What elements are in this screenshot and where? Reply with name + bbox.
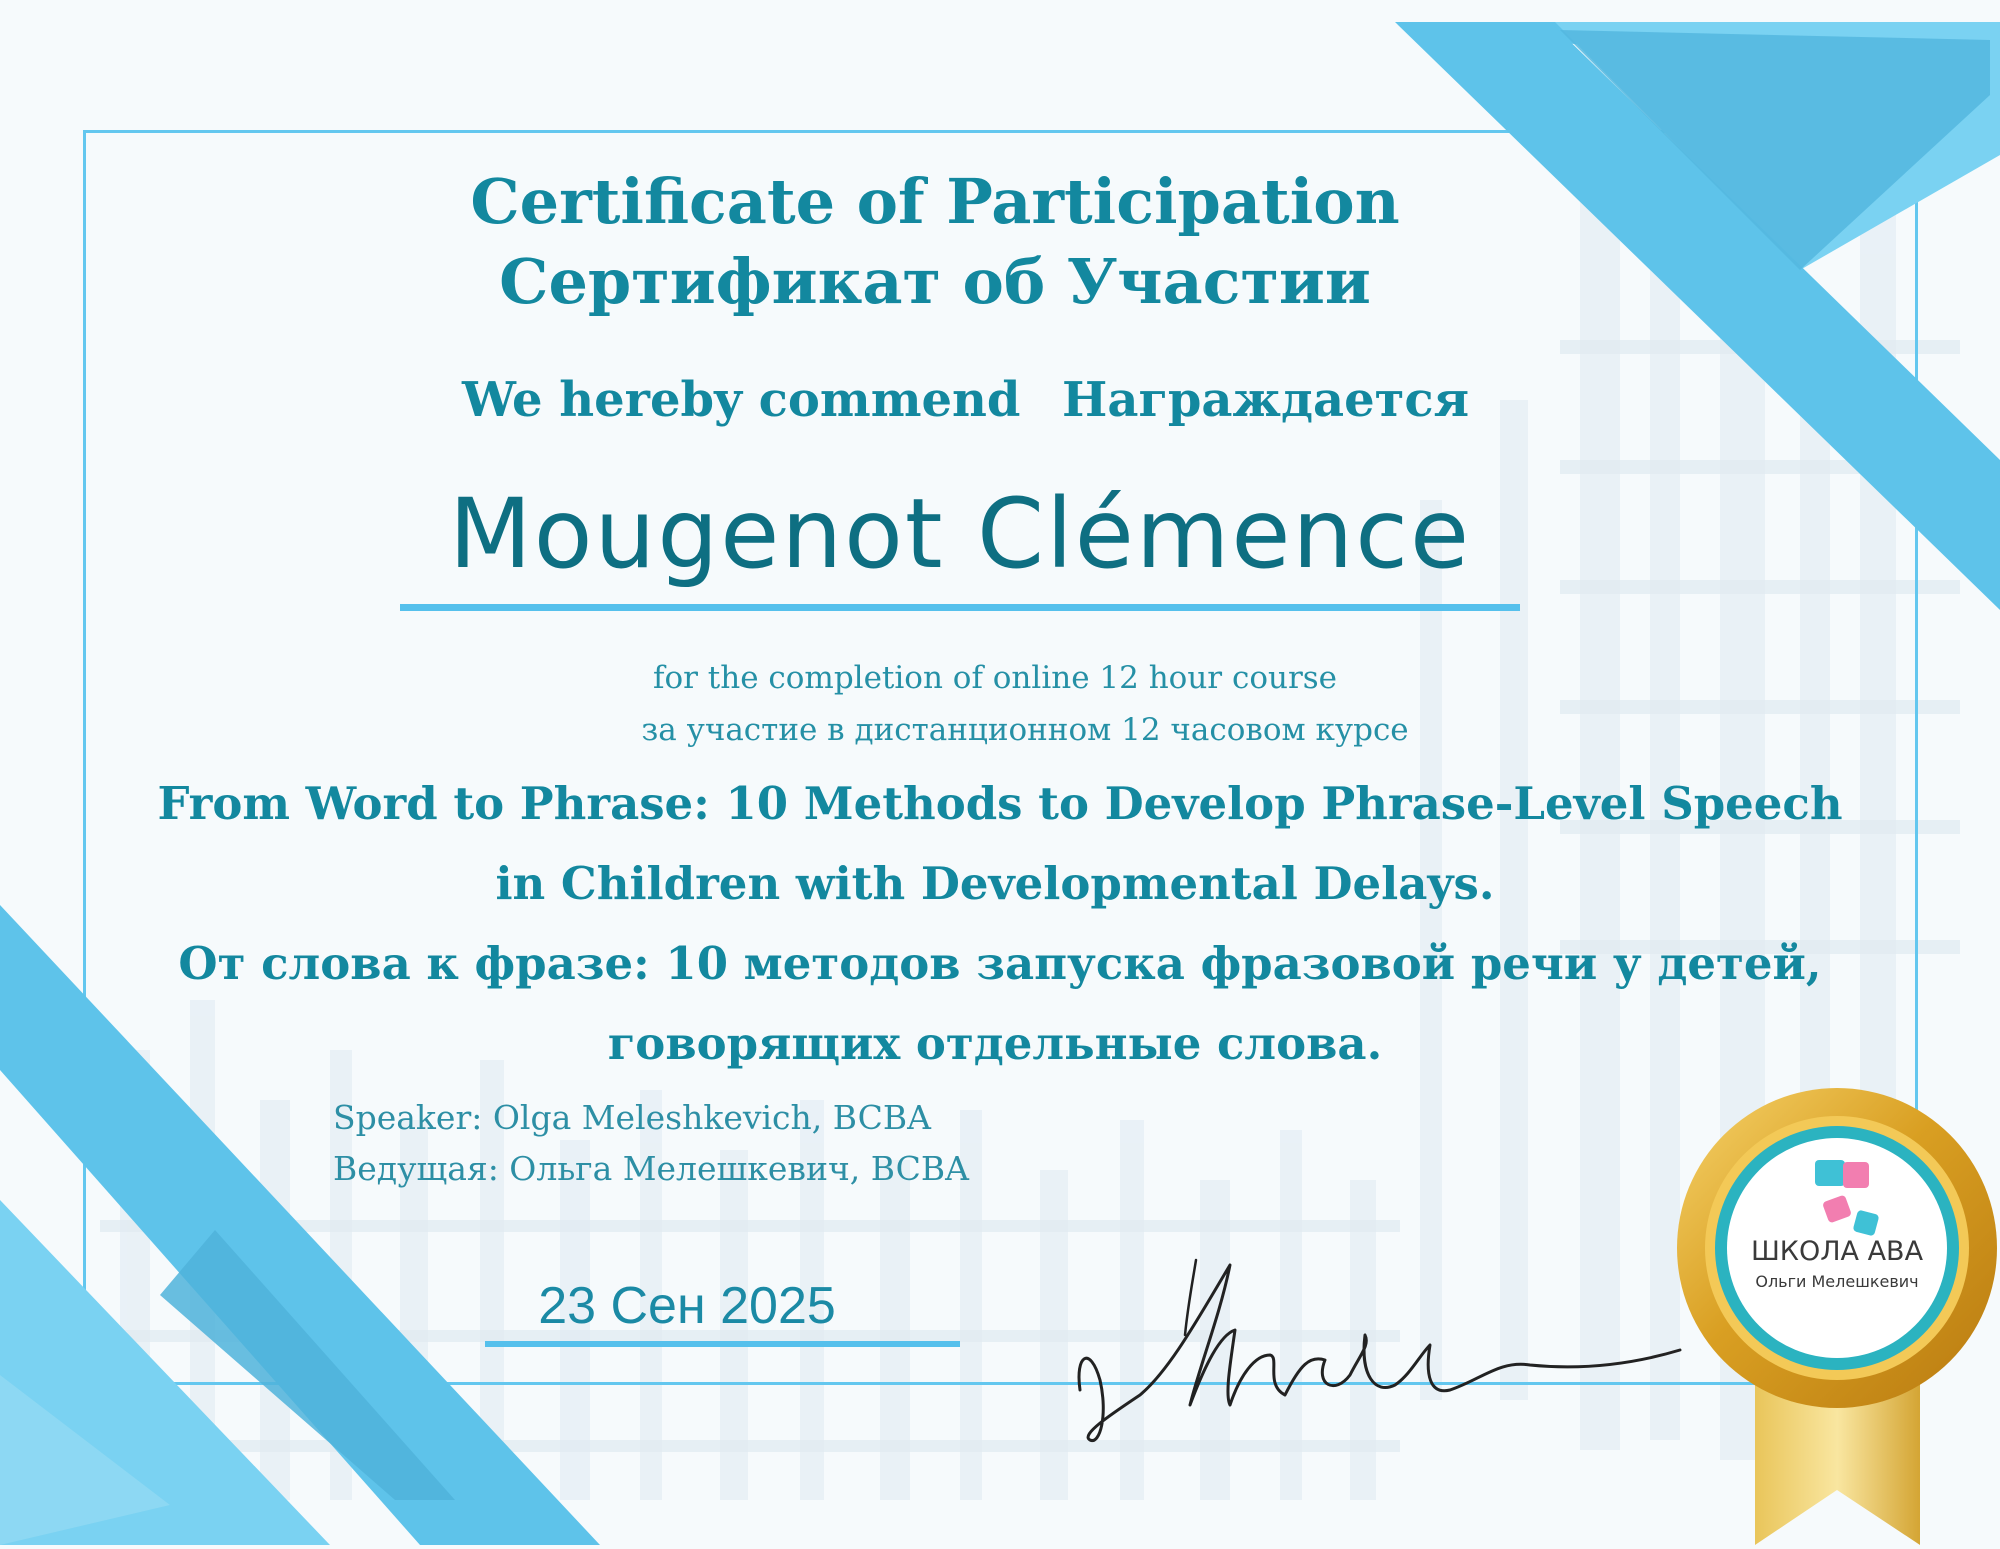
seal-graphic [1675,1070,2000,1545]
commend-en: We hereby commend [462,372,1021,428]
course-title-en-line1: From Word to Phrase: 10 Methods to Develop Phrase-Level Speech [157,777,1843,830]
completion-text-en: for the completion of online 12 hour course [652,660,1338,696]
issue-date: 23 Сен 2025 [538,1277,836,1335]
certificate-title-ru: Сертификат об Участии [499,245,1371,318]
completion-text-ru: за участие в дистанционном 12 часовом курсе [641,712,1409,748]
name-underline [400,604,1520,611]
award-seal [1675,1070,2000,1545]
date-underline [485,1341,960,1347]
seal-school-owner: Ольги Мелешкевич [1755,1272,1919,1291]
recipient-name: Mougenot Clémence [448,478,1472,590]
speaker-ru: Ведущая: Ольга Мелешкевич, BCBA [333,1149,969,1188]
certificate-title-en: Certificate of Participation [470,165,1400,238]
course-title-en-line2: in Children with Developmental Delays. [495,857,1495,910]
signature-icon [1060,1245,1700,1465]
commend-ru: Награждается [1062,372,1470,428]
course-title-ru-line1: От слова к фразе: 10 методов запуска фразовой речи у детей, [178,937,1822,990]
seal-school-name: ШКОЛА АВА [1750,1236,1924,1267]
speaker-en: Speaker: Olga Meleshkevich, BCBA [333,1098,931,1137]
course-title-ru-line2: говорящих отдельные слова. [607,1017,1383,1070]
